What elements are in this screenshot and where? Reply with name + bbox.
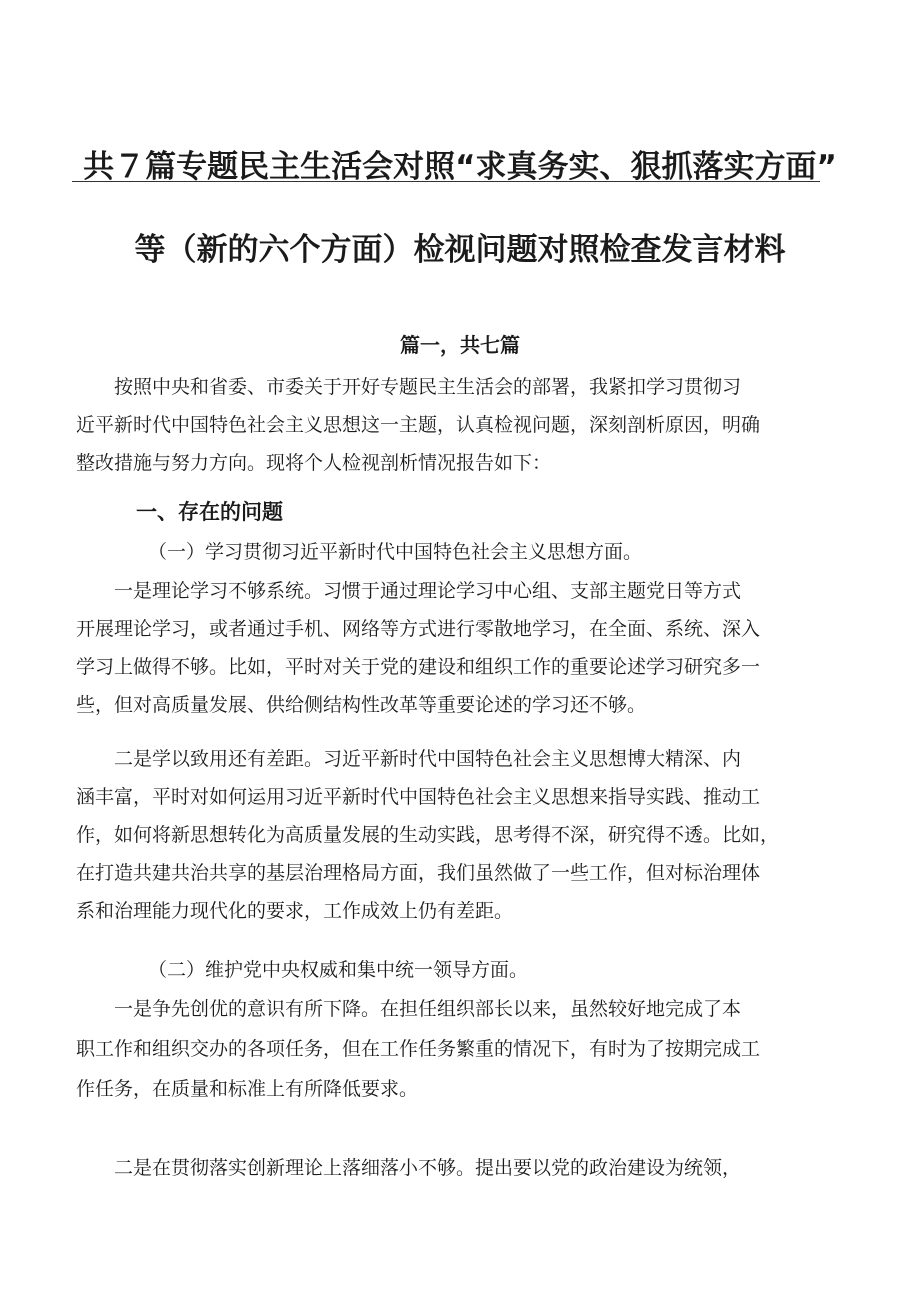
- text-line: 近平新时代中国特色社会主义思想这一主题，认真检视问题，深刻剖析原因，明确: [76, 414, 761, 436]
- text-line: 按照中央和省委、市委关于开好专题民主生活会的部署，我紧扣学习贯彻习: [76, 376, 742, 398]
- text-line: （二）维护党中央权威和集中统一领导方面。: [148, 959, 529, 981]
- paragraph: [76, 1152, 852, 1192]
- document-title-line-1: 共７篇专题民主生活会对照“求真务实、狠抓落实方面”: [0, 141, 920, 186]
- text-line: 作，如何将新思想转化为高质量发展的生动实践，思考得不深，研究得不透。比如，: [76, 824, 780, 846]
- text-line: 二是在贯彻落实创新理论上落细落小不够。提出要以党的政治建设为统领，: [76, 1157, 742, 1179]
- paragraph: [76, 575, 852, 725]
- paragraph: [76, 993, 852, 1113]
- text-line: 整改措施与努力方向。现将个人检视剖析情况报告如下：: [76, 452, 552, 474]
- text-line: 职工作和组织交办的各项任务，但在工作任务繁重的情况下，有时为了按期完成工: [76, 1038, 761, 1060]
- section-heading: 一、存在的问题: [136, 500, 283, 524]
- text-line: 一是争先创优的意识有所下降。在担任组织部长以来，虽然较好地完成了本: [76, 998, 742, 1020]
- intro-paragraph: [76, 371, 852, 474]
- text-line: 作任务，在质量和标准上有所降低要求。: [76, 1078, 419, 1100]
- paragraph: [76, 743, 852, 943]
- text-line: 二是学以致用还有差距。习近平新时代中国特色社会主义思想博大精深、内: [76, 748, 742, 770]
- text-line: （一）学习贯彻习近平新时代中国特色社会主义思想方面。: [148, 541, 643, 563]
- text-line: 一是理论学习不够系统。习惯于通过理论学习中心组、支部主题党日等方式: [76, 580, 742, 602]
- text-line: 在打造共建共治共享的基层治理格局方面，我们虽然做了一些工作，但对标治理体: [76, 862, 761, 884]
- text-line: 些，但对高质量发展、供给侧结构性改革等重要论述的学习还不够。: [76, 694, 647, 716]
- part-title: 篇一，共七篇: [400, 333, 520, 357]
- document-title-line-2: 等（新的六个方面）检视问题对照检查发言材料: [134, 232, 786, 268]
- text-line: 学习上做得不够。比如，平时对关于党的建设和组织工作的重要论述学习研究多一: [76, 656, 761, 678]
- text-line: 涵丰富，平时对如何运用习近平新时代中国特色社会主义思想来指导实践、推动工: [76, 786, 761, 808]
- text-line: 开展理论学习，或者通过手机、网络等方式进行零散地学习，在全面、系统、深入: [76, 618, 761, 640]
- subsection-heading: [76, 954, 852, 988]
- text-line: 系和治理能力现代化的要求，工作成效上仍有差距。: [76, 900, 514, 922]
- subsection-heading: [76, 536, 852, 570]
